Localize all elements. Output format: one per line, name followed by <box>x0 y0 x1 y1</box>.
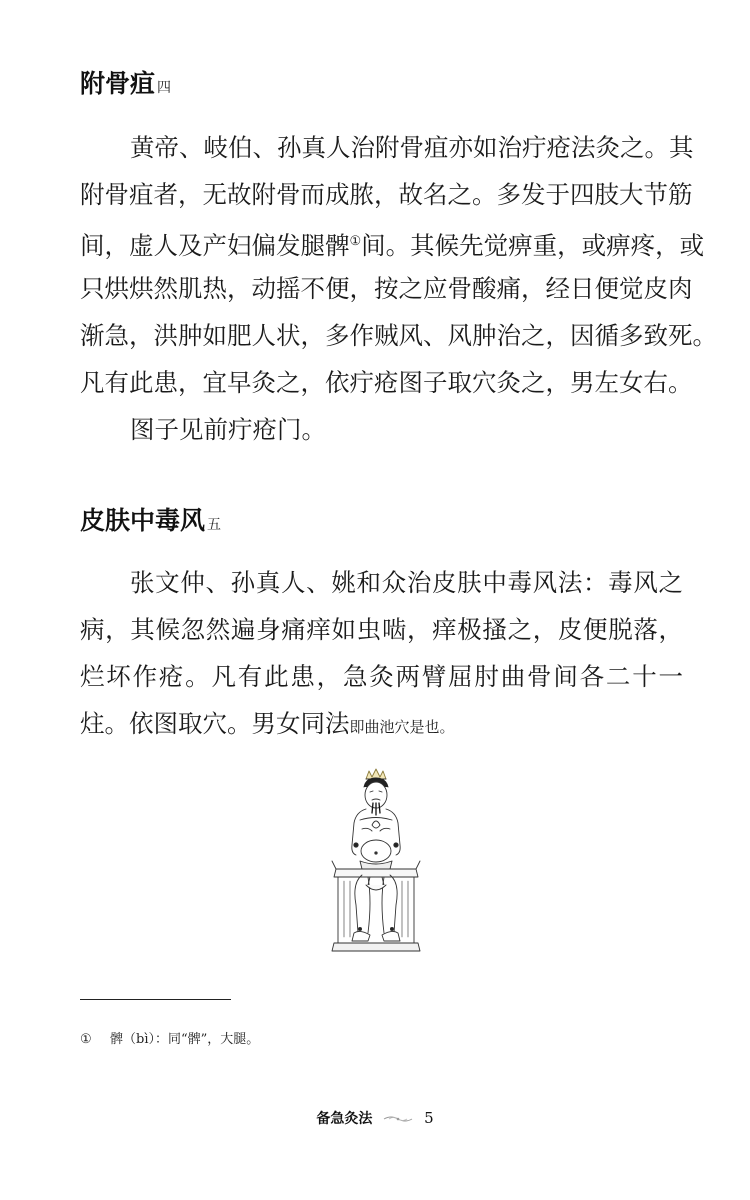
section-heading-pifu-zhongdu-feng <box>80 501 221 537</box>
page-number: 5 <box>424 1109 434 1127</box>
footnote-divider <box>80 999 231 1000</box>
running-title: 备急灸法 <box>316 1111 373 1127</box>
ornament-icon <box>383 1114 413 1124</box>
section-title: 皮肤中毒风 <box>80 506 206 535</box>
section-heading-fugu-ju <box>80 64 171 100</box>
paragraph-line: 病，其候忽然遍身痛痒如虫啮，痒极搔之，皮便脱落， <box>80 615 683 644</box>
paragraph-line: 烂坏作疮。凡有此患，急灸两臂屈肘曲骨间各二十一 <box>80 662 683 691</box>
section-title: 附骨疽 <box>80 69 156 98</box>
footnote-marker: ① <box>80 1032 92 1047</box>
footnote-reference[interactable]: ① <box>349 234 362 249</box>
seated-figure-illustration <box>326 765 426 965</box>
paragraph-line: 张文仲、孙真人、姚和众治皮肤中毒风法：毒风之 <box>130 568 683 597</box>
paragraph-text: 髀 <box>325 231 350 260</box>
paragraph-line: 只烘烘然肌热，动摇不便，按之应骨酸痛，经日便觉皮肉 <box>80 274 693 303</box>
paragraph-line <box>80 709 683 742</box>
paragraph-text: 间，虚人及产妇偏发腿 <box>80 231 325 260</box>
section-number: 五 <box>207 517 222 533</box>
inline-note: 即曲池穴是也。 <box>349 718 455 736</box>
paragraph-text: 间。其候先觉痹重，或痹疼，或 <box>361 231 705 260</box>
paragraph-line: 黄帝、岐伯、孙真人治附骨疽亦如治疔疮法灸之。其 <box>130 133 694 162</box>
paragraph-line: 附骨疽者，无故附骨而成脓，故名之。多发于四肢大节筋 <box>80 180 693 209</box>
section-number: 四 <box>157 80 172 96</box>
paragraph-line: 图子见前疔疮门。 <box>130 415 326 444</box>
paragraph-line: 凡有此患，宜早灸之，依疔疮图子取穴灸之，男左女右。 <box>80 368 693 397</box>
page-footer <box>0 1108 750 1128</box>
paragraph-line: 渐急，洪肿如肥人状，多作贼风、风肿治之，因循多致死。 <box>80 321 717 350</box>
paragraph-line <box>80 227 705 261</box>
footnote <box>80 1028 259 1047</box>
paragraph-text: 炷。依图取穴。男女同法 <box>80 709 350 738</box>
footnote-text: 髀（bì）：同“髀”，大腿。 <box>110 1032 260 1047</box>
